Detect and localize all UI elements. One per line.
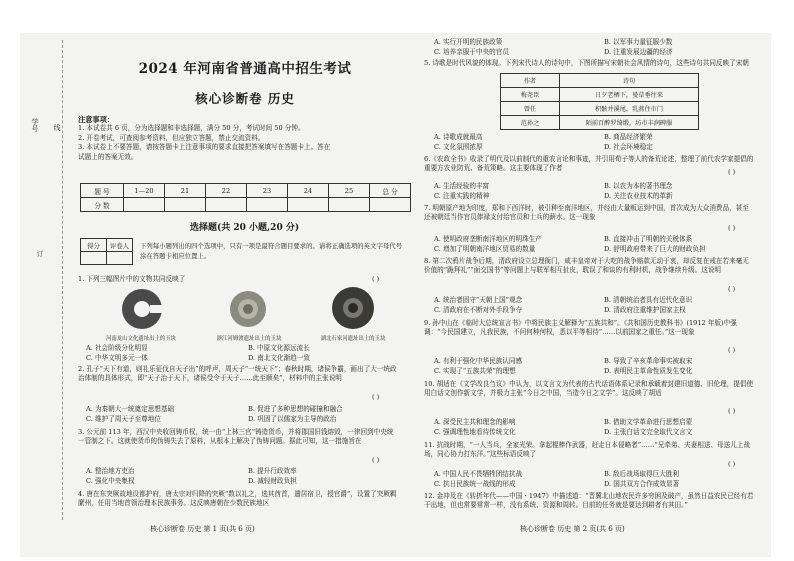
- option: D. 社会环境稳定: [604, 143, 653, 151]
- option: D. 巩固了以儒家为主导的政治: [248, 415, 337, 423]
- option: B. 中原文化源远流长: [248, 344, 310, 352]
- option: A. 深受民主共和理念的影响: [434, 418, 516, 426]
- poem-cell: 范孙之: [501, 116, 560, 130]
- poem-cell: 日夕老栖下，曼草垂往来: [560, 88, 699, 102]
- option: C. 强化中央集权: [86, 477, 135, 485]
- gutter-label-line: 线: [53, 124, 61, 131]
- option: C. 实现了“五族共荣”的理想: [434, 367, 516, 375]
- score-cell: [206, 198, 247, 212]
- option: C. 抗日民族统一战线的形成: [434, 480, 516, 488]
- option: D. 注重发展边疆的经济: [604, 48, 673, 56]
- score-cell: [329, 198, 370, 212]
- option: C. 维护了周天子至尊地位: [86, 415, 161, 423]
- option: C. 中华文明多元一体: [86, 354, 148, 362]
- question-stem: 5. 诗歌是时代风貌的体现。下列宋代诗人的诗句中，下图所描写宋朝社会风情的诗句，这些诗句共同反映了宋朝: [424, 59, 749, 67]
- option: D. 国共双方合作成效显著: [604, 480, 680, 488]
- notice-item: 3. 本试卷上不要答题，请按答题卡上注意事项的要求直接把答案填写在答题卡上。答在: [78, 143, 331, 152]
- exam-subtitle: 核心诊断卷 历史: [195, 91, 295, 106]
- section-title: 选择题(共 20 小题,20 分): [190, 223, 300, 233]
- poem-cell: 诗句: [560, 74, 699, 88]
- option: C. 文化氛围浓厚: [434, 143, 483, 151]
- question-stem: 2. 孔子“天下有道，则礼乐征伐自天子出”的呼声，周天子“一统天下”；春秋时期，诸侯争霸，画出了大一统政治体制的具体形式，即“天子治于天下，诸侯受令于天子……此至顺矣”，材料中的主张说明: [78, 365, 397, 383]
- option: A. 统治者固守“天朝上国”观念: [434, 296, 523, 304]
- score-header: 23: [247, 184, 288, 198]
- answer-paren: ( ): [728, 346, 736, 354]
- option: D. 舒明政府带来了巨大的财政负担: [604, 245, 706, 253]
- option: B. 商品经济繁荣: [604, 133, 653, 141]
- option: A. 中国人民不畏牺牲团结抗战: [434, 470, 523, 478]
- relic-caption: 浙江河姆渡遗址出土的玉块: [216, 336, 282, 342]
- poem-cell: 作者: [501, 74, 560, 88]
- grader-label: 评卷人: [107, 239, 133, 252]
- question-stem: 9. 孙中山在《临时大总统宣言书》中将民族主义解释为“五族共和”。《共和国历史教科书》(1912 年版)中强调：“今民国建立，凡我民族，不问何种何权，悉以平等相待”……以前国家之重任。”这一现象: [424, 319, 737, 337]
- question-stem: 11. 抗战时期，“一人当兵，全家光荣。拿起棍棒作武器，赶走日本侵略者”……“兄牵弟、夫妻相送、母送儿上战场，同心协力打东洋。”这些标语反映了: [424, 441, 751, 459]
- binding-line: [62, 40, 63, 520]
- option: A. 社会阶级分化明显: [86, 344, 148, 352]
- option: B. 导致了辛亥革命事实被取宋: [604, 357, 693, 365]
- gutter-label-bind: 订: [36, 250, 44, 257]
- notice-item: 2. 开卷考试，可查阅参考资料，但应独立答题，禁止交流资料。: [78, 133, 265, 142]
- question-stem: 3. 公元前 113 年，西汉中央收回铸币权，统一由“上林三官”铸造货币，并将郡国旧钱熔毁，一律回到中央统一管制之下。这就使货币的伪铸失去了原料，从根本上解决了伪铸问题。据此可知，这一措施旨在: [78, 428, 394, 446]
- poem-cell: 陌前百醉罗绮缎，坊市丰润碑服: [560, 116, 699, 130]
- option: A. 有利于强化中华民族认同感: [434, 357, 523, 365]
- jade-relic-3: [330, 285, 376, 331]
- option: B. 提升行政效率: [248, 467, 297, 475]
- score-header: 24: [288, 184, 329, 198]
- exam-title: 2024 年河南省普通高中招生考试: [138, 61, 352, 77]
- answer-paren: ( ): [728, 224, 736, 232]
- option: A. 整治地方吏治: [86, 467, 135, 475]
- question-stem: 6.《农政全书》收录了明代及以前制代的重农言论和事迹，并引用荀子等人的备荒论述，整理了前代农学家提倡的重要方农业防荒、备荒策略。这主要体现了作者: [424, 155, 754, 173]
- option: B. 以农为本的著书理念: [604, 182, 673, 190]
- question-stem: 7. 明朝原产地为印度，郑和下西洋时，被引种至南洋地区，并经由大量贩运到中国，首次成为大众消费品，甚至还被朝廷当作官员俸禄支付给官员和士兵的薪水。这一现象: [424, 204, 749, 222]
- answer-paren: ( ): [728, 168, 736, 176]
- option: D. 关注农业技术的革新: [604, 192, 673, 200]
- notice-item: 试题上的答案无效。: [78, 152, 138, 161]
- score-cell: [165, 198, 206, 212]
- page-footer: 核心诊断卷 历史 第 1 页(共 6 页): [150, 525, 255, 533]
- option: B. 直接冲击了明朝的关税体系: [604, 235, 693, 243]
- option: A. 实行开明的民族政策: [434, 38, 503, 46]
- option: B. 清朝统治者具有近代化意识: [604, 296, 693, 304]
- score-table: [80, 183, 411, 212]
- score-row-label: 分 数: [81, 198, 124, 212]
- option: D. 南北文化渐趋一致: [248, 354, 310, 362]
- score-cell: [124, 198, 165, 212]
- question-stem: 4. 唐在东突厥故地设都护府，唐太宗对归降的突厥“数以礼之，选其酋首，遣居宿卫，授官爵”，设置了突厥羁縻州，任用当地首领治理本民族事务。这反映唐朝在少数民族地区: [78, 490, 397, 508]
- jade-relic-1: [120, 287, 164, 331]
- poem-table: [500, 73, 699, 130]
- option: B. 敌后战场取得巨大胜利: [604, 470, 679, 478]
- score-cell: [370, 198, 411, 212]
- option: C. 增加了明朝南洋地区贸易的数量: [434, 245, 536, 253]
- notice-item: 1. 本试卷共 6 页，分为选择题和非选择题，满分 50 分，考试时间 50 分钟。: [78, 124, 305, 133]
- score-header: 25: [329, 184, 370, 198]
- answer-paren: ( ): [728, 285, 736, 293]
- grader-cell: [81, 252, 107, 265]
- option: D. 清政府注重维护国家主权: [604, 306, 686, 314]
- answer-paren: ( ): [372, 393, 380, 401]
- notice-block: [78, 115, 408, 162]
- score-cell: [247, 198, 288, 212]
- score-header: 题 号: [81, 184, 124, 198]
- option: D. 减轻财政负担: [248, 477, 297, 485]
- option: D. 主张白话文完全取代文言文: [604, 428, 693, 436]
- answer-paren: ( ): [728, 407, 736, 415]
- answer-paren: ( ): [372, 456, 380, 464]
- section-instruction: 下列每小题列出的四个选项中，只有一项是最符合题目要求的。请将正确选项的英文字母代号涂在答题卡相应位置上。: [140, 242, 403, 260]
- question-stem: 8. 第二次鸦片战争后期，清政府设立总理衙门，咸丰皇帝对于大吃的战争赔款无动于衷，却反复在戒在若来毫无价值的“跪拜礼”“面交国书”等问题上与联军相互扯皮，耽误了和谈的有利时机，战争继续升级。这说明: [424, 257, 749, 275]
- option: C. 培养亲服于中央的官员: [434, 48, 509, 56]
- answer-paren: ( ): [372, 275, 380, 283]
- notice-heading: 注意事项：: [78, 115, 114, 124]
- option: C. 强调理性地看待传统文化: [434, 428, 516, 436]
- grader-cell: [107, 252, 133, 265]
- option: A. 使明政府垄断南洋地区的明珠生产: [434, 235, 542, 243]
- score-header: 22: [206, 184, 247, 198]
- grader-table: [80, 238, 133, 265]
- option: C. 注重实践的精神: [434, 192, 490, 200]
- option: A. 为秦朝大一统奠定思想基础: [86, 405, 175, 413]
- question-stem: 1. 下列三幅图片中的文物共同反映了: [78, 275, 186, 283]
- question-stem: 10. 胡适在《文学改良刍议》中认为，以文言文为代表的古代话语体系记录和承载着封建旧道德、旧伦理，提倡使用白话文创作新文学，并极力主张“今日之中国，当造今日之文学”。这反映了胡适: [424, 380, 754, 398]
- page-footer: 核心诊断卷 历史 第 2 页(共 6 页): [520, 525, 625, 533]
- score-header: 21: [165, 184, 206, 198]
- option: B. 借助文学革命进行思想启蒙: [604, 418, 693, 426]
- option: A. 诗歌成就最高: [434, 133, 483, 141]
- option: B. 促进了多种思想的碰撞和融合: [248, 405, 343, 413]
- option: C. 清政府在不断对外手段争夺: [434, 306, 523, 314]
- score-header: 总 分: [370, 184, 411, 198]
- poem-cell: 曾任: [501, 102, 560, 116]
- grader-label: 得分: [81, 239, 107, 252]
- relic-caption: 河南龙山文化遗址出土的玉块: [105, 336, 177, 342]
- poem-cell: 积骸并溪尾，乳燕住市门: [560, 102, 699, 116]
- option: D. 表明民主革命性质发生变化: [604, 367, 693, 375]
- score-cell: [288, 198, 329, 212]
- option: B. 以军事力量征服少数: [604, 38, 673, 46]
- jade-relic-2: [228, 287, 268, 331]
- gutter-label-id: 学号: [31, 118, 39, 132]
- poem-cell: 梅尧臣: [501, 88, 560, 102]
- answer-paren: ( ): [728, 460, 736, 468]
- option: A. 生活经验的丰富: [434, 182, 490, 190]
- question-stem: 12. 金冲及在《转折年代——中国・1947》中描述道：“晋冀北山地农民许多穷困及破产，虽然日益农民已经有若干出地，但也常要常常一样，没有系统、资源和周转。目前的任务就是要达到耕者有其田。”: [424, 492, 754, 510]
- relic-caption: 湖北石家河遗址出土的玉块: [320, 336, 386, 342]
- score-header: 1—20: [124, 184, 165, 198]
